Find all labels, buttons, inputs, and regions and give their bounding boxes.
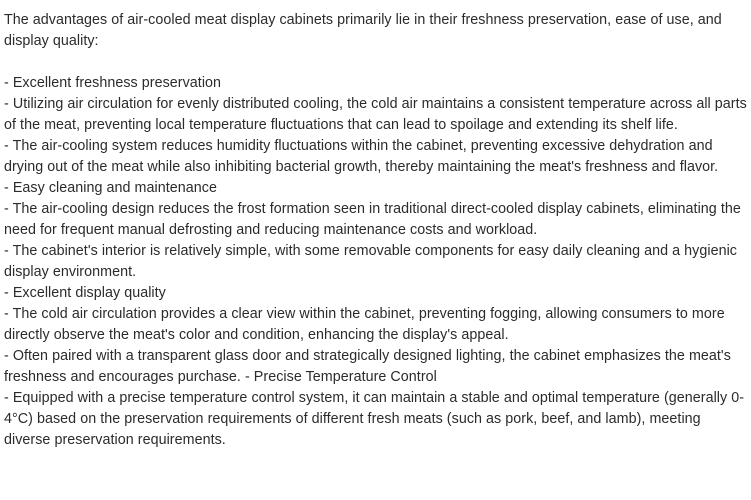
list-item: - The cold air circulation provides a clear view within the cabinet, preventing fogging, allowing consumers to more directly observe the meat's color and condition, enhancing the display's appeal.	[4, 306, 725, 343]
list-item-heading-display: - Excellent display quality	[4, 285, 166, 301]
intro-paragraph: The advantages of air-cooled meat display cabinets primarily lie in their freshness preservation, ease of use, and display quality:	[4, 12, 722, 49]
list-item: - The air-cooling system reduces humidity fluctuations within the cabinet, preventing excessive dehydration and drying out of the meat while also inhibiting bacterial growth, thereby maintaining the meat's freshness and flavor.	[4, 138, 719, 175]
list-item: - Equipped with a precise temperature control system, it can maintain a stable and optimal temperature (generally 0-4°C) based on the preservation requirements of different fresh meats (such as pork, beef, and lamb), meeting diverse preservation requirements.	[4, 390, 745, 448]
list-item: - The air-cooling design reduces the frost formation seen in traditional direct-cooled display cabinets, eliminating the need for frequent manual defrosting and reducing maintenance costs and workload.	[4, 201, 741, 238]
list-item: - Utilizing air circulation for evenly distributed cooling, the cold air maintains a consistent temperature across all parts of the meat, preventing local temperature fluctuations that can lead to spoilage and extending its shelf life.	[4, 96, 747, 133]
list-item: - The cabinet's interior is relatively simple, with some removable components for easy daily cleaning and a hygienic display environment.	[4, 243, 737, 280]
list-item-heading-freshness: - Excellent freshness preservation	[4, 75, 222, 91]
paragraph-gap	[4, 52, 751, 73]
list-item-heading-cleaning: - Easy cleaning and maintenance	[4, 180, 217, 196]
list-item: - Often paired with a transparent glass door and strategically designed lighting, the cabinet emphasizes the meat's freshness and encourages purchase. - Precise Temperature Control	[4, 348, 731, 385]
